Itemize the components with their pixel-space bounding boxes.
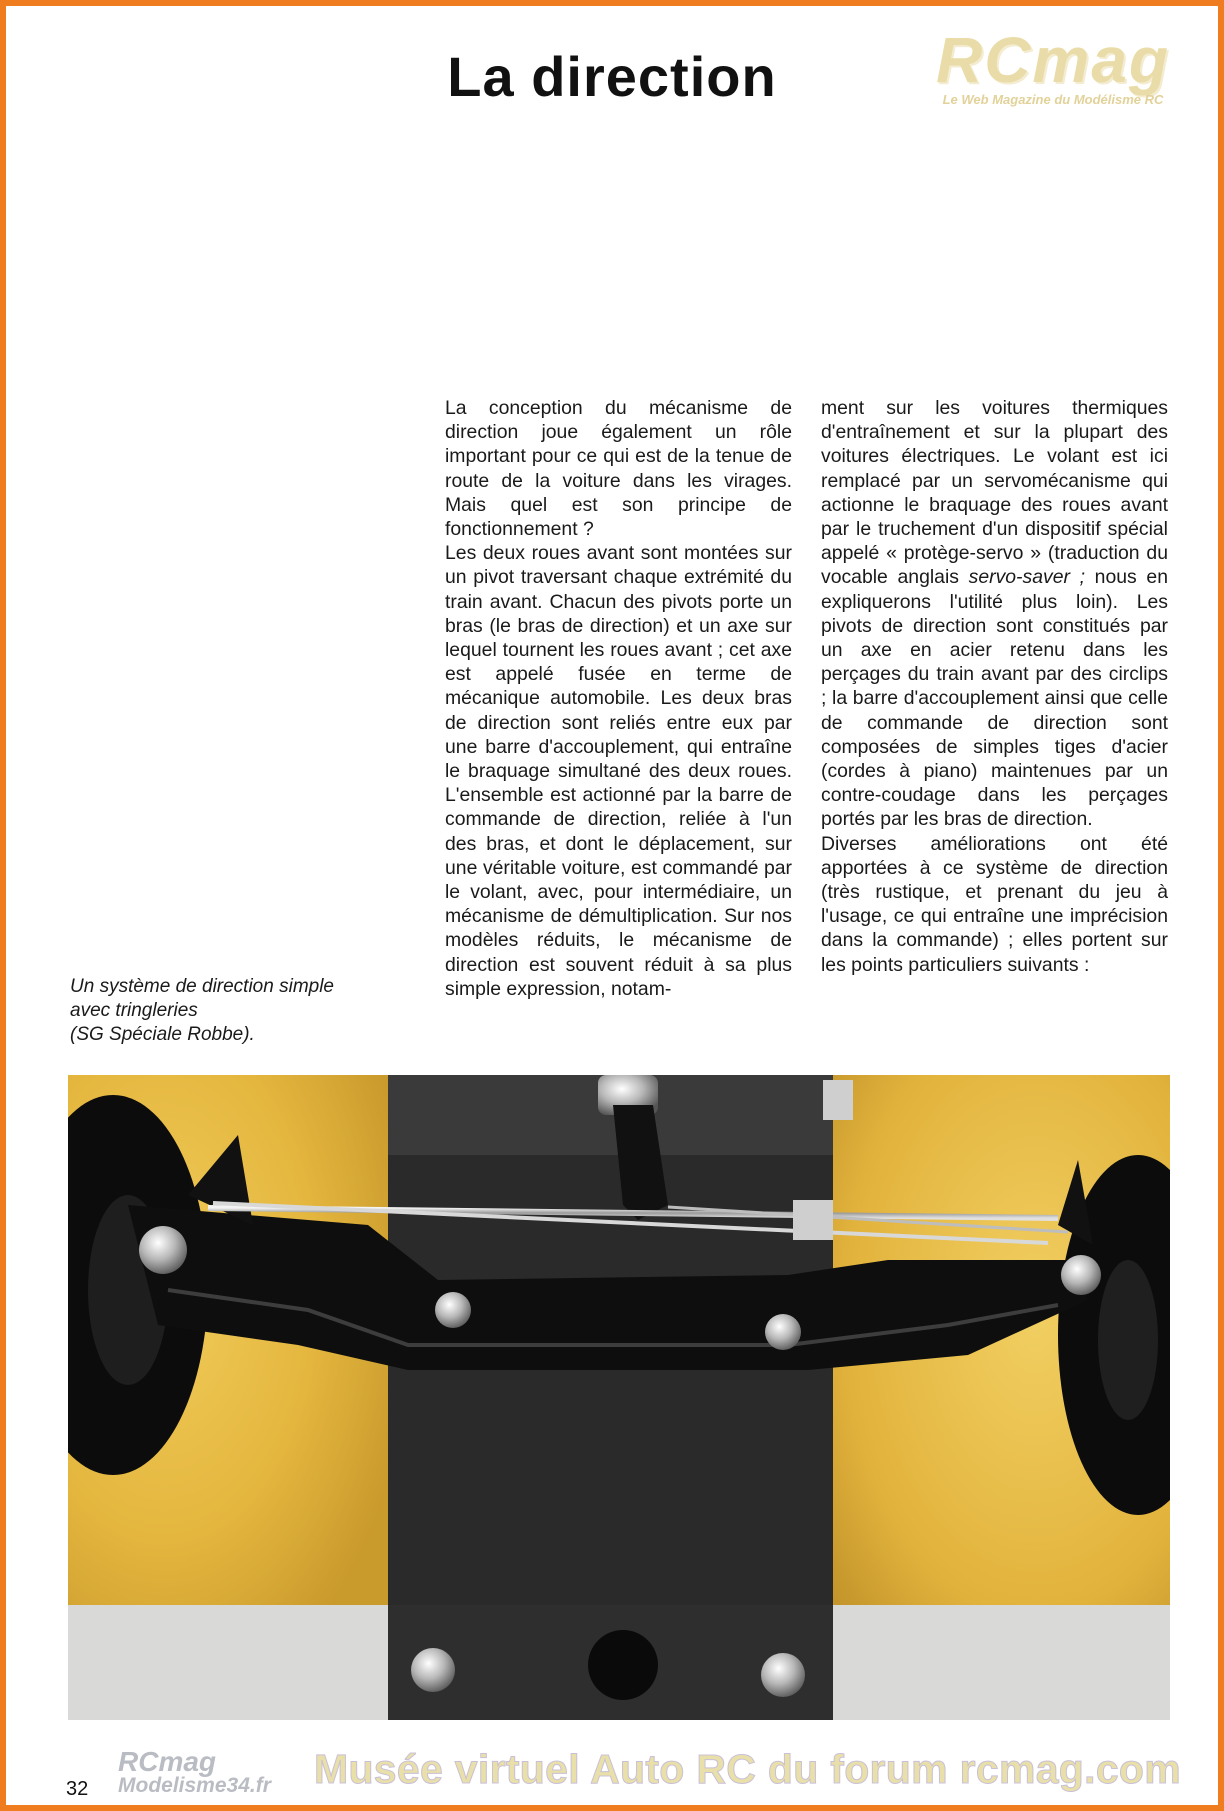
rcmag-watermark-bottom-logo xyxy=(118,1746,271,1798)
paragraph-servo xyxy=(821,396,1168,832)
text-column-1 xyxy=(445,396,792,1001)
chassis-bracket xyxy=(823,1080,853,1120)
paragraph-ameliorations: Diverses améliorations ont été apportées à ce système de direction (très rustique, et prenant du jeu à l'usage, ce qui entraîne une imprécision dans la commande) ; elles portent sur les points particuliers suivants : xyxy=(821,832,1168,976)
text-column-2 xyxy=(821,396,1168,977)
rcmag-logo: RCmag xyxy=(935,24,1171,96)
term-servo-saver: servo-saver ; xyxy=(968,566,1085,589)
photo-caption xyxy=(70,975,410,1047)
steering-photo xyxy=(68,1075,1170,1720)
axle-screw-right xyxy=(765,1314,801,1350)
wheel-hub-right xyxy=(1098,1260,1158,1420)
museum-watermark-text: Musée virtuel Auto RC du forum rcmag.com xyxy=(314,1746,1182,1792)
page-number: 32 xyxy=(66,1778,89,1800)
paragraph-servo-part2: nous en expliquerons l'utilité plus loin). Les pivots de direction sont constitués par un axe en acier retenu dans les perçages du train avant par des circlips ; la barre d'accouplement ainsi que celle de commande de direction sont composées de simples tiges d'acier (cordes à piano) maintenues par un contre-coudage dans les perçages portés par les bras de direction. xyxy=(821,566,1168,831)
rcmag-tagline: Le Web Magazine du Modélisme RC xyxy=(942,92,1164,107)
plate-screw-right xyxy=(761,1653,805,1697)
caption-line-2: avec tringleries xyxy=(70,1000,198,1021)
caption-line-3: (SG Spéciale Robbe). xyxy=(70,1024,255,1045)
paragraph-intro: La conception du mécanisme de direction joue également un rôle important pour ce qui est de la tenue de route de la voiture dans les virages. Mais quel est son principe de fonctionnement ? xyxy=(445,397,792,541)
axle-screw-left xyxy=(435,1292,471,1328)
paragraph-pivots: Les deux roues avant sont montées sur un pivot traversant chaque extrémité du train avant. Chacun des pivots porte un bras (le bras de direction) et un axe sur lequel tournent les roues avant ; cet axe est appelé fusée en terme de mécanique automobile. Les deux bras de direction sont reliés entre eux par une barre d'accouplement, qui entraîne le braquage simultané des deux roues. L'ensemble est actionné par la barre de commande de direction, reliée à l'un des bras, et dont le déplacement, sur une véritable voiture, est commandé par le volant, avec, pour intermédiaire, un mécanisme de démultiplication. Sur nos modèles réduits, le mécanisme de direction est souvent réduit à sa plus simple expression, notam- xyxy=(445,542,792,1000)
paragraph-servo-part1: ment sur les voitures thermiques d'entraînement et sur la plupart des voitures électriques. Le volant est ici remplacé par un servomécanisme qui actionne le braquage des roues avant par le truchement d'un dispositif spécial appelé « protège-servo » (traduction du vocable anglais xyxy=(821,397,1168,589)
modelisme34-logo: Modelisme34.fr xyxy=(118,1774,271,1797)
pivot-nut-left xyxy=(139,1226,187,1274)
plate-screw-left xyxy=(411,1648,455,1692)
caption-line-1: Un système de direction simple xyxy=(70,976,334,997)
page-title: La direction xyxy=(447,45,777,108)
rod-clamp xyxy=(793,1200,833,1240)
plate-grommet xyxy=(588,1630,658,1700)
pivot-nut-right xyxy=(1061,1255,1101,1295)
rcmag-logo-bottom: RCmag xyxy=(118,1746,217,1777)
